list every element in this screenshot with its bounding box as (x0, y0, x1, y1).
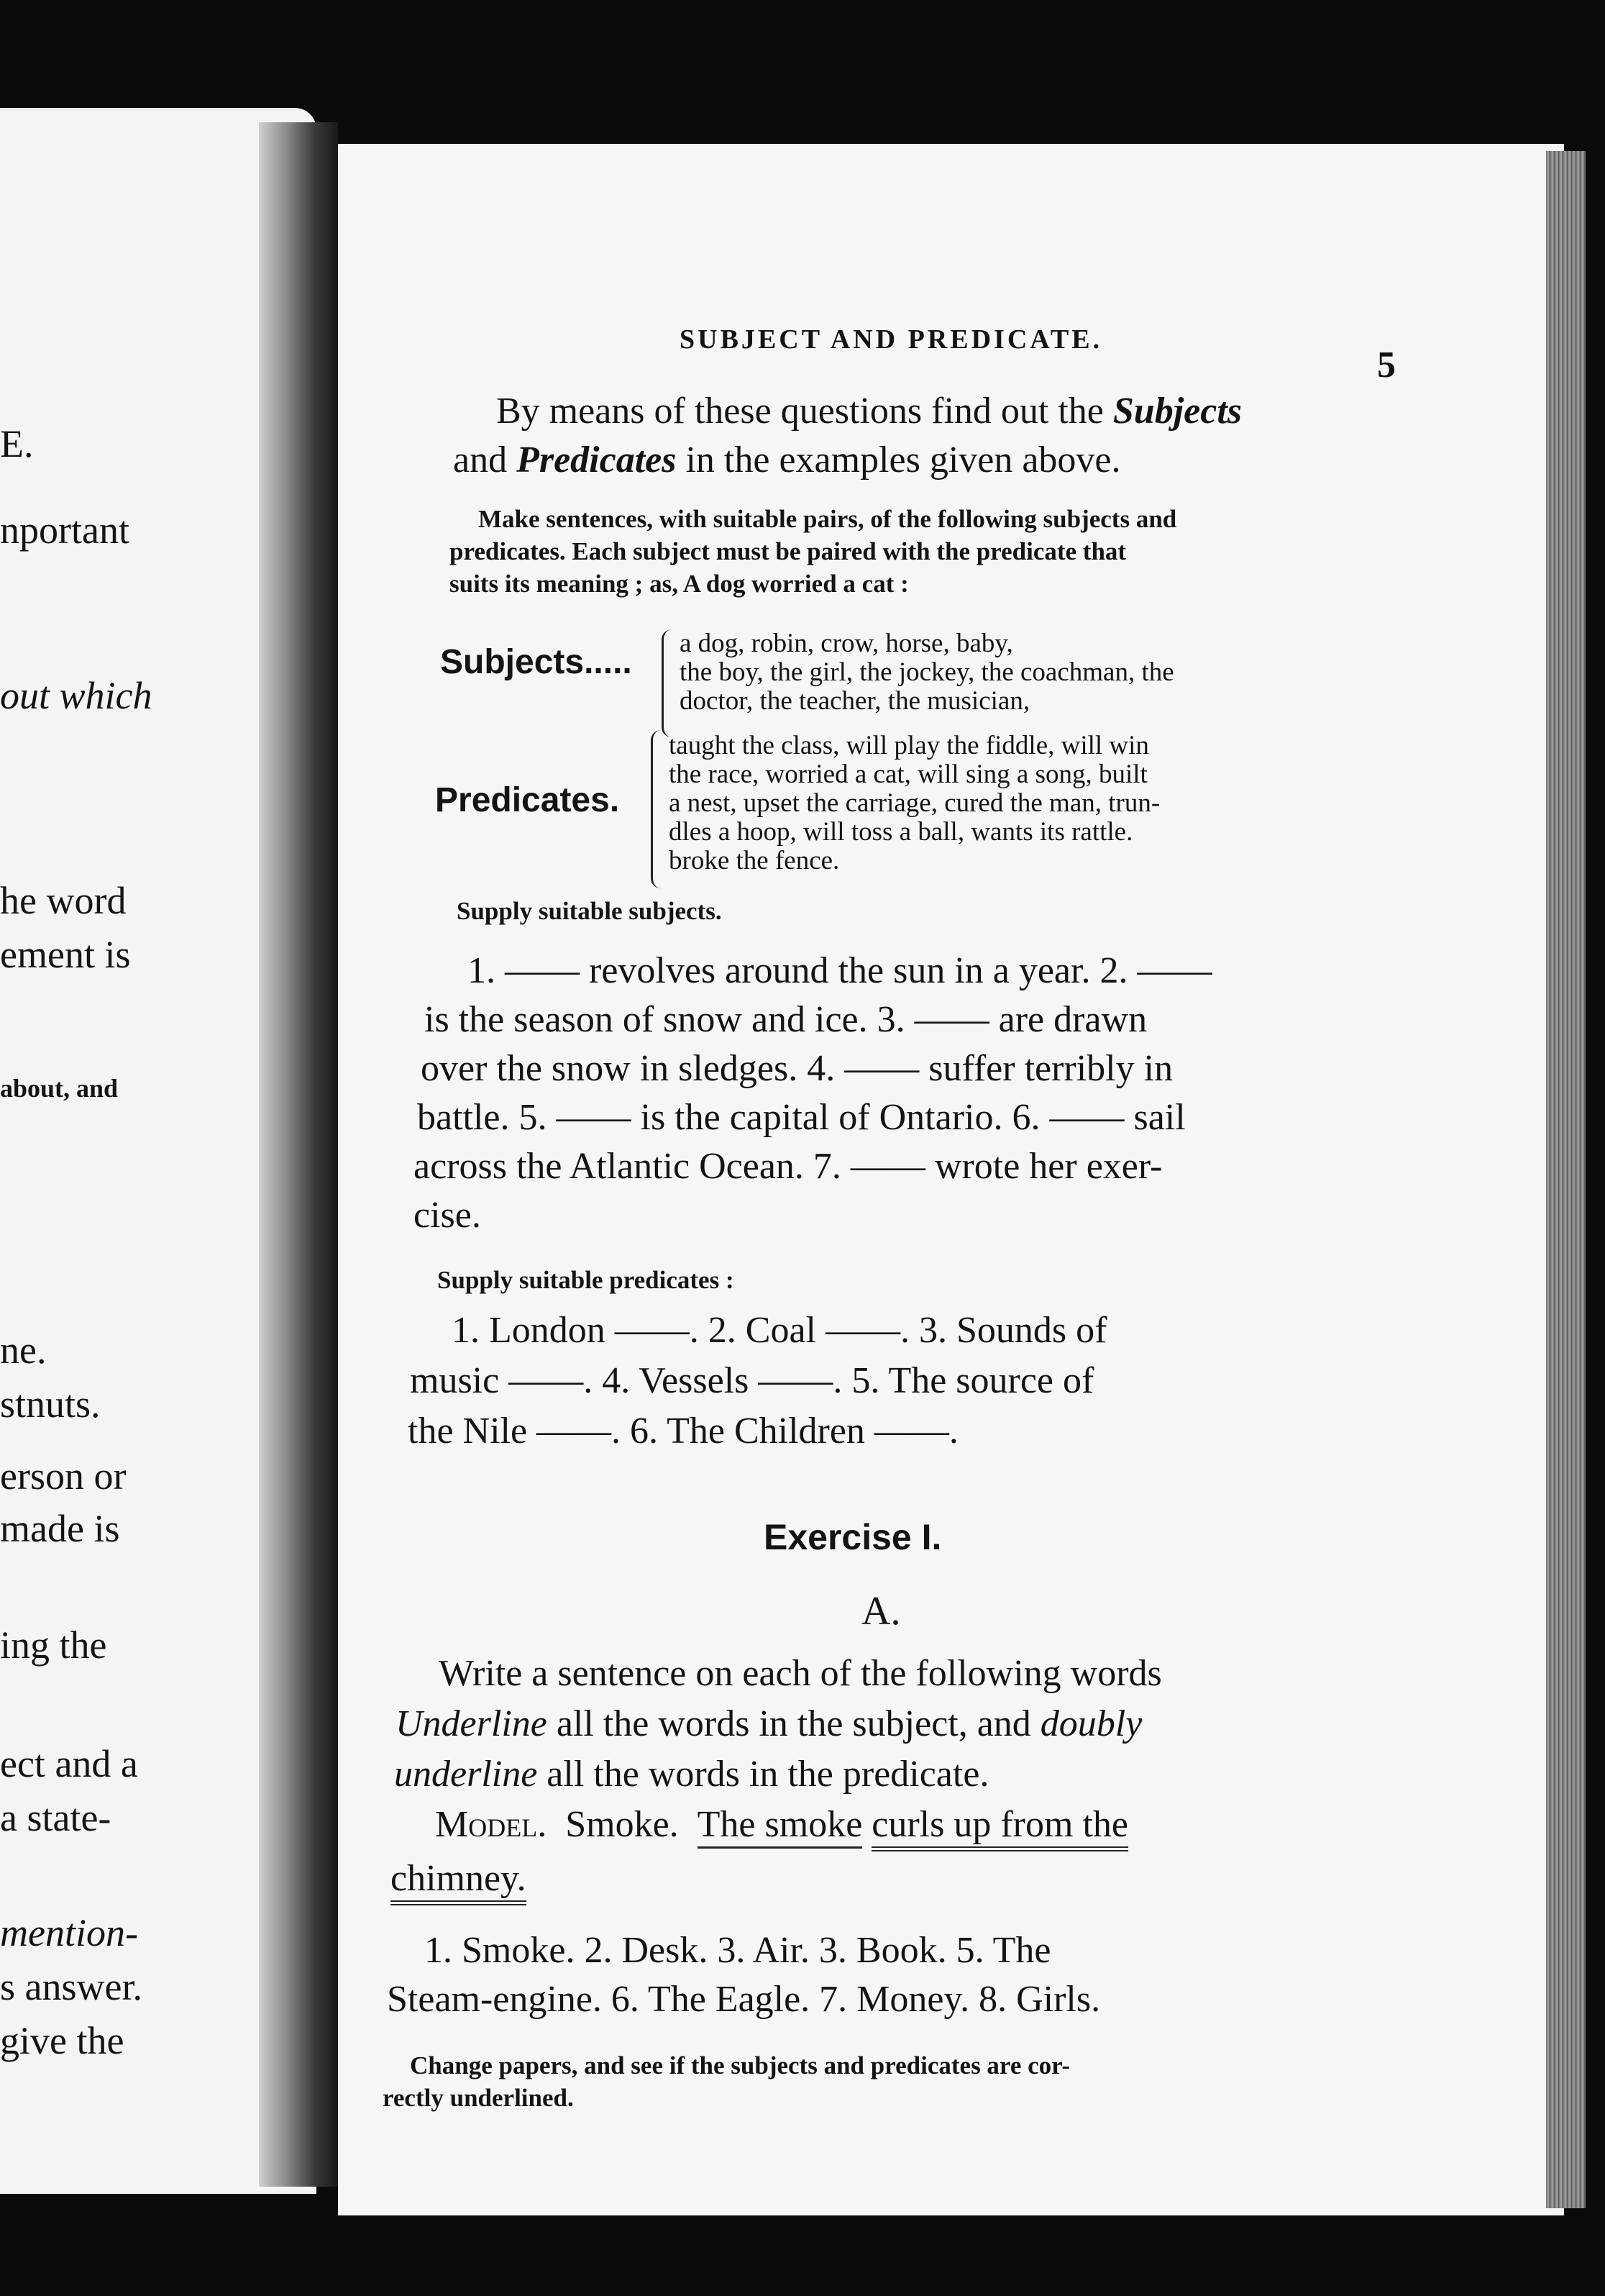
page-edge (1546, 151, 1586, 2208)
left-fragment: stnuts. (0, 1382, 101, 1426)
predicates-line: broke the fence. (669, 846, 840, 875)
instruction-line: suits its meaning ; as, A dog worried a cat : (449, 570, 909, 598)
supply-predicates-label: Supply suitable predicates : (437, 1266, 734, 1294)
exercise-text-line: Write a sentence on each of the following words (439, 1653, 1162, 1694)
left-fragment: erson or (0, 1454, 127, 1498)
exercise-words-line: Steam-engine. 6. The Eagle. 7. Money. 8. Girls. (387, 1979, 1101, 2020)
footer-line: Change papers, and see if the subjects and predicates are cor- (410, 2051, 1071, 2079)
intro-text: in the examples given above. (676, 439, 1121, 480)
supply-subjects-line: cise. (413, 1195, 481, 1236)
left-fragment: s answer. (0, 1965, 142, 2008)
exercise-title: Exercise I. (764, 1517, 942, 1557)
supply-subjects-line: over the snow in sledges. 4. —— suffer terribly in (421, 1048, 1174, 1089)
page-number: 5 (1377, 345, 1396, 386)
intro-line (453, 437, 1121, 483)
intro-emphasis: Subjects (1112, 391, 1243, 432)
supply-subjects-line: battle. 5. —— is the capital of Ontario. 6. —— sail (417, 1097, 1186, 1138)
model-line (390, 1856, 526, 1902)
predicates-line: a nest, upset the carriage, cured the man, trun- (669, 788, 1161, 818)
instruction-line: Make sentences, with suitable pairs, of the following subjects and (478, 505, 1177, 533)
exercise-emphasis: underline (394, 1754, 538, 1795)
subjects-brace (662, 629, 674, 737)
intro-text: and (453, 439, 517, 480)
book-gutter (259, 122, 338, 2187)
left-fragment: about, and (0, 1074, 119, 1103)
running-head: SUBJECT AND PREDICATE. (680, 324, 1103, 355)
predicates-brace (651, 730, 663, 888)
exercise-text-line (394, 1751, 989, 1798)
intro-emphasis: Predicates (516, 439, 677, 480)
exercise-text: all the words in the predicate. (537, 1754, 989, 1795)
intro-line (496, 388, 1242, 434)
subjects-line: a dog, robin, crow, horse, baby, (680, 629, 1013, 658)
left-fragment: out which (0, 674, 152, 717)
exercise-text: all the words in the subject, and (547, 1703, 1041, 1744)
supply-subjects-line: is the season of snow and ice. 3. —— are drawn (424, 999, 1148, 1040)
left-fragment: give the (0, 2019, 124, 2062)
subjects-line: the boy, the girl, the jockey, the coachman, the (680, 657, 1174, 687)
model-label: Model. (435, 1804, 547, 1845)
left-fragment: ne. (0, 1329, 47, 1372)
exercise-emphasis: Underline (395, 1703, 547, 1744)
supply-predicates-line: 1. London ——. 2. Coal ——. 3. Sounds of (452, 1310, 1107, 1351)
left-fragment: nportant (0, 509, 129, 552)
exercise-section: A. (861, 1589, 901, 1634)
supply-subjects-line: 1. —— revolves around the sun in a year. 2. —— (467, 950, 1212, 991)
instruction-line: predicates. Each subject must be paired with the predicate that (449, 537, 1127, 565)
exercise-words-line: 1. Smoke. 2. Desk. 3. Air. 3. Book. 5. The (424, 1930, 1051, 1971)
predicates-line: dles a hoop, will toss a ball, wants its rattle. (669, 817, 1133, 847)
model-line (435, 1802, 1128, 1848)
supply-predicates-line: the Nile ——. 6. The Children ——. (408, 1411, 959, 1452)
left-fragment: ect and a (0, 1742, 138, 1785)
left-fragment: ing the (0, 1623, 107, 1667)
exercise-emphasis: doubly (1040, 1703, 1143, 1744)
left-fragment: made is (0, 1507, 120, 1550)
supply-subjects-label: Supply suitable subjects. (457, 897, 722, 925)
supply-subjects-line: across the Atlantic Ocean. 7. —— wrote her exer- (413, 1146, 1163, 1187)
left-fragment: E. (0, 422, 34, 465)
predicates-line: the race, worried a cat, will sing a song, built (669, 760, 1148, 789)
intro-text: By means of these questions find out the (496, 391, 1113, 432)
supply-predicates-line: music ——. 4. Vessels ——. 5. The source of (410, 1360, 1094, 1401)
model-subject: The smoke (698, 1804, 863, 1849)
predicates-line: taught the class, will play the fiddle, will win (669, 731, 1149, 760)
left-fragment: ement is (0, 933, 131, 976)
model-word: Smoke. (565, 1804, 679, 1845)
left-fragment: mention- (0, 1911, 138, 1954)
footer-line: rectly underlined. (383, 2084, 574, 2112)
predicates-label: Predicates. (435, 781, 620, 819)
left-fragment: he word (0, 879, 127, 922)
left-fragment: a state- (0, 1796, 111, 1839)
exercise-text-line (395, 1701, 1142, 1747)
subjects-line: doctor, the teacher, the musician, (680, 686, 1030, 716)
model-predicate-cont: chimney. (390, 1858, 526, 1905)
subjects-label: Subjects..... (440, 643, 632, 681)
model-predicate: curls up from the (872, 1804, 1128, 1851)
